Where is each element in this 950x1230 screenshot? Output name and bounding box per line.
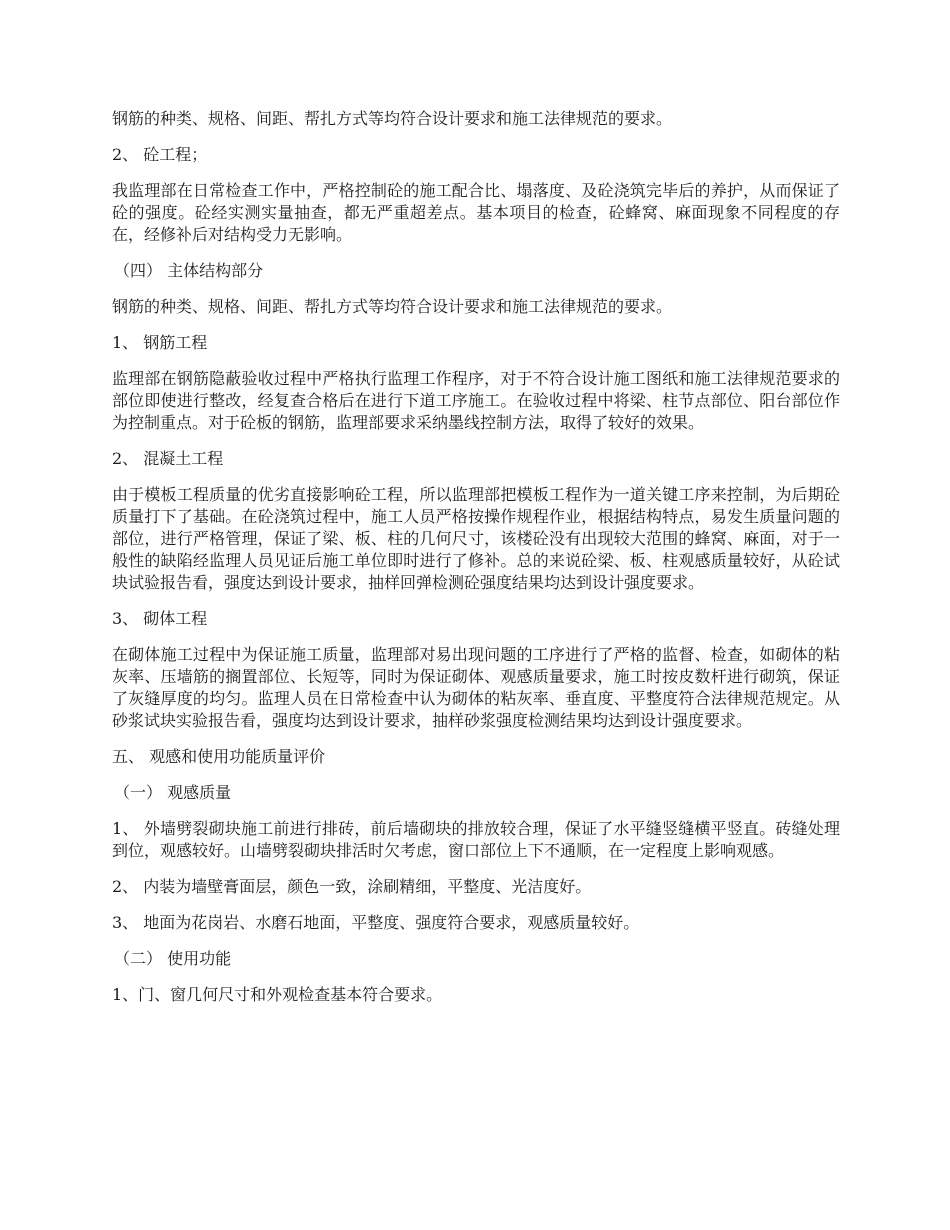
paragraph-exterior-wall: 1、 外墙劈裂砌块施工前进行排砖，前后墙砌块的排放较合理，保证了水平缝竖缝横平竖直。砖缝处理到位，观感较好。山墙劈裂砌块排活时欠考虑，窗口部位上下不通顺，在一定程度上影响观感。 — [112, 819, 840, 860]
heading-rebar-works: 1、 钢筋工程 — [112, 333, 208, 352]
paragraph-masonry-inspection: 在砌体施工过程中为保证施工质量，监理部对易出现问题的工序进行了严格的监督、检查，如砌体的粘灰率、压墙筋的搁置部位、长短等，同时为保证砌体、观感质量要求，施工时按皮数杆进行砌筑，保证了灰缝厚度的均匀。监理人员在日常检查中认为砌体的粘灰率、垂直度、平整度符合法律规范规定。从砂浆试块实验报告看，强度均达到设计要求，抽样砂浆强度检测结果均达到设计强度要求。 — [112, 645, 840, 730]
paragraph-formwork-control: 由于模板工程质量的优劣直接影响砼工程，所以监理部把模板工程作为一道关键工序来控制，为后期砼质量打下了基础。在砼浇筑过程中，施工人员严格按操作规程作业，根据结构特点，易发生质量问题的部位，进行严格管理，保证了梁、板、柱的几何尺寸，该楼砼没有出现较大范围的蜂窝、麻面，对于一般性的缺陷经监理人员见证后施工单位即时进行了修补。总的来说砼梁、板、柱观感质量较好，从砼试块试验报告看，强度达到设计要求，抽样回弹检测砼强度结果均达到设计强度要求。 — [112, 485, 840, 592]
heading-appearance-function: 五、 观感和使用功能质量评价 — [112, 747, 326, 766]
paragraph-doors-windows: 1、门、窗几何尺寸和外观检查基本符合要求。 — [112, 985, 443, 1004]
heading-main-structure: （四） 主体结构部分 — [114, 261, 264, 280]
paragraph-floor-finish: 3、 地面为花岗岩、水磨石地面，平整度、强度符合要求，观感质量较好。 — [112, 913, 640, 932]
paragraph-concrete-inspection: 我监理部在日常检查工作中，严格控制砼的施工配合比、塌落度、及砼浇筑完毕后的养护，从而保证了砼的强度。砼经实测实量抽查，都无严重超差点。基本项目的检查，砼蜂窝、麻面现象不同程度的存在，经修补后对结构受力无影响。 — [112, 181, 840, 244]
heading-concrete-works: 2、 砼工程； — [112, 145, 208, 164]
heading-appearance-quality: （一） 观感质量 — [114, 783, 232, 802]
paragraph-rebar-summary: 钢筋的种类、规格、间距、帮扎方式等均符合设计要求和施工法律规范的要求。 — [112, 109, 673, 128]
paragraph-rebar-acceptance: 监理部在钢筋隐蔽验收过程中严格执行监理工作程序，对于不符合设计施工图纸和施工法律规范要求的部位即使进行整改，经复查合格后在进行下道工序施工。在验收过程中将梁、柱节点部位、阳台部位作为控制重点。对于砼板的钢筋，监理部要求采纳墨线控制方法，取得了较好的效果。 — [112, 369, 840, 432]
heading-concrete-engineering: 2、 混凝土工程 — [112, 449, 224, 468]
paragraph-interior-finish: 2、 内装为墙壁膏面层，颜色一致，涂刷精细，平整度、光洁度好。 — [112, 877, 592, 896]
paragraph-rebar-main: 钢筋的种类、规格、间距、帮扎方式等均符合设计要求和施工法律规范的要求。 — [112, 297, 673, 316]
heading-masonry-works: 3、 砌体工程 — [112, 609, 208, 628]
heading-usage-function: （二） 使用功能 — [114, 949, 232, 968]
